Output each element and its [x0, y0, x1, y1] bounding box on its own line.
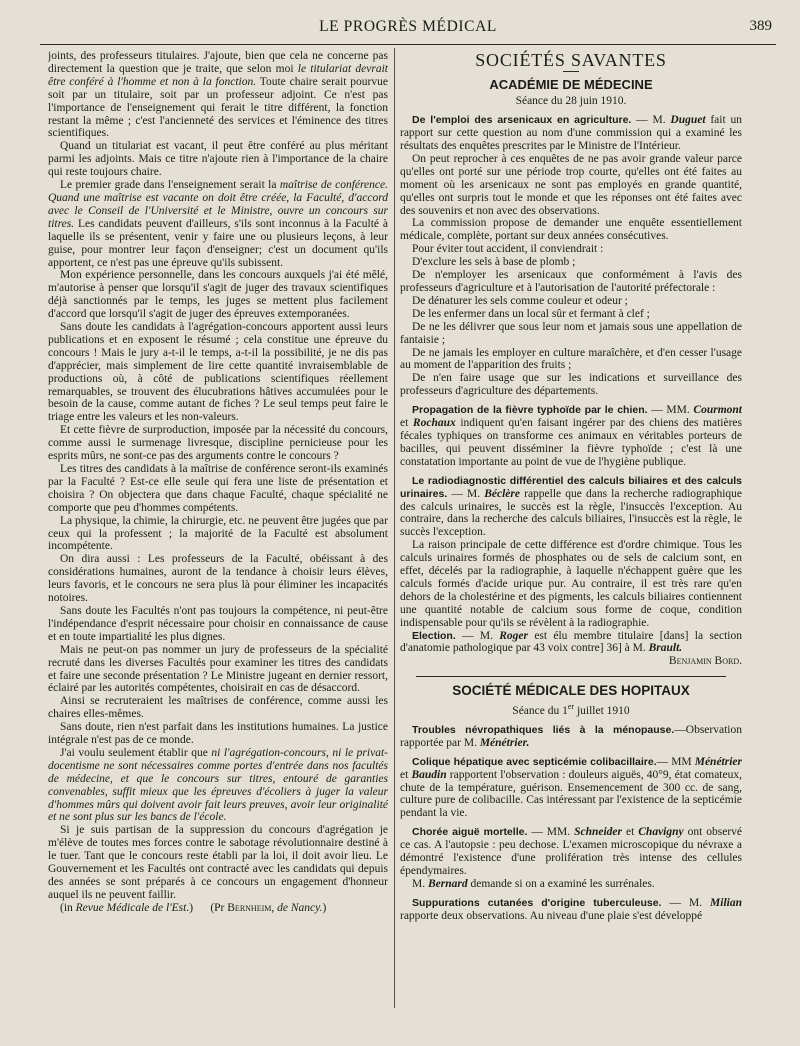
title-dash [563, 71, 579, 73]
paragraph: La raison principale de cette différence est d'ordre chimique. Tous les calculs urinaires formés de phosphates ou de sels de calcium sont, en effet, décelés par la radiographie, à laquelle n'échappent guère que les calculs formés d'acide urique pur. Au contraire, il est très rare qu'en dehors de la cholestérine et des pigments, les calculs biliaires contiennent une quantité notable de calcium sous forme de coque, condition indispensable pour qu'ils se révèlent à la radiographie. [400, 539, 742, 629]
article-colique: Colique hépatique avec septicémie colibacillaire.— MM Ménétrier et Baudin rapportent l'observation : douleurs aiguës, 40°9, état comateux, chute de la température, guérison. Ensemencement de 300 cc. de sang, culture pure de colibacille. Cas intéressant par l'existence de la septicémie pendant la vie. [400, 755, 742, 820]
article-radiodiagnostic: Le radiodiagnostic différentiel des calculs biliaires et des calculs urinaires. — M. Béclère rappelle que dans la recherche radiographique des calculs urinaires, le succès est la règle, l'insuccès l'exception. Au contraire, dans la recherche des calculs biliaires, l'insuccès est la règle, le succès l'exception. [400, 474, 742, 539]
list-item: De n'employer les arsenicaux que conformément à l'avis des professeurs d'agriculture et à l'autorisation de l'autorité préfectorale : [400, 269, 742, 294]
article-arsenicaux: De l'emploi des arsenicaux en agriculture. — M. Duguet fait un rapport sur cette question au nom d'une commission qui a examiné les résultats des enquêtes prescrites par le Ministre de l'Intérieur. [400, 114, 742, 153]
paragraph: Pour éviter tout accident, il conviendrait : [412, 243, 604, 256]
paragraph: Et cette fièvre de surproduction, imposée par la nécessité du concours, comme aussi le surmenage livresque, discipline pernicieuse pour les esprits mûrs, ne sont-ce pas des arguments contre le concours ? [48, 424, 388, 463]
left-column [48, 50, 388, 1040]
paragraph: Les titres des candidats à la maîtrise de conférence seront-ils examinés par la Faculté ? Est-ce elle seule qui fera une liste de présentation et choisira ? On objectera que dans chaque Faculté, chaque spécialité ne comporte que peu d'hommes compétents. [48, 463, 388, 514]
paragraph: Mais ne peut-on pas nommer un jury de professeurs de la spécialité recruté dans les diverses Facultés pour examiner les titres des candidats et faire une seconde présentation ? Le Ministre jugeant en dernier ressort, éclairé par les autorités compétentes, choisirait en cas de désaccord. [48, 643, 388, 695]
article-menopause: Troubles névropathiques liés à la ménopause.—Observation rapportée par M. Ménétrier. [400, 723, 742, 749]
source-citation: (in Revue Médicale de l'Est.) (Pr Bernheim, de Nancy.) [60, 901, 327, 914]
session-date: Séance du 1er juillet 1910 [512, 702, 630, 718]
list-item: De ne les délivrer que sous leur nom et jamais sous une appellation de fantaisie ; [400, 320, 742, 346]
session-date: Séance du 28 juin 1910. [515, 95, 627, 108]
paragraph: On peut reprocher à ces enquêtes de ne pas avoir grande valeur parce qu'elles ont porté sur une période trop courte, qu'elles ont été faites au moment où les arsenicaux ne sont pas employés en grande quantité, qu'elles ont surpris tout le monde et que les réponses ont été faites avec des souvenirs et non avec des observations. [400, 152, 742, 217]
paragraph: Quand un titulariat est vacant, il peut être conféré au plus méritant parmi les adjoints. Mais ce titre n'ajoute rien à l'importance de la chaire qui reste toujours chaire. [48, 140, 388, 179]
page-number: 389 [749, 18, 772, 34]
list-item: De n'en faire usage que sur les indications et surveillance des professeurs d'agriculture des départements. [400, 372, 742, 398]
running-title: LE PROGRÈS MÉDICAL [319, 18, 497, 35]
paragraph: Sans doute les Facultés n'ont pas toujours la compétence, ni peut-être l'indépendance d'esprit nécessaire pour choisir en connaissance de cause et en toute impartialité les plus dignes. [48, 604, 388, 643]
paragraph: Le premier grade dans l'enseignement serait la maîtrise de conférence. Quand une maîtrise est vacante on doit être créée, la Faculté, d'accord avec le Conseil de l'Université et le Ministre, ouvre un concours sur titres. Les candidats peuvent d'ailleurs, s'ils sont inconnus à la Faculté à laquelle ils se présentent, venir y faire une ou plusieurs leçons, à leur guise, pour montrer leur façon d'enseigner; c'est un document qu'ils apportent, ce n'est pas une épreuve qu'ils subissent. [48, 179, 388, 269]
paragraph: J'ai voulu seulement établir que ni l'agrégation-concours, ni le privat-docentisme ne sont nécessaires comme portes d'entrée dans nos facultés de médecine, et que le concours sur titres, entouré de garanties convenables, suffit mieux que les épreuves d'écoliers à juger la valeur d'hommes mûrs qui doivent avoir fait leurs preuves, avoir leur originalité et ne sont plus sur les bancs de l'école. [48, 746, 388, 824]
paragraph: Sans doute les candidats à l'agrégation-concours apportent aussi leurs publications et en exposent le résumé ; cela constitue une épreuve du concours ! Mais le jury a-t-il le temps, a-t-il la possibilité, je ne dis pas d'apprécier, mais simplement de lire cette quantité invraisemblable de productions où, à côté de publications scientifiques réellement remarquables, se trouvent des élucubrations hâtives accumulées pour le besoin de la cause, comme autant de fiches ? Le seul temps peut faire le triage entre les valeurs et les non-valeurs. [48, 321, 388, 424]
paragraph: joints, des professeurs titulaires. J'ajoute, bien que cela ne concerne pas directement la question que je traite, que selon moi le titulariat devrait être conféré à l'homme et non à la fonction. Toute chaire serait pourvue soit par un titulaire, soit par un professeur adjoint. Ce n'est pas l'importance de l'enseignement qui ferait le titre différent, la fonction restant la même ; c'est l'ancienneté des services et l'éminence des titres scientifiques. [48, 50, 388, 140]
author-name: Bernheim [227, 901, 272, 914]
paragraph: Si je suis partisan de la suppression du concours d'agrégation je m'élève de toutes mes forces contre le sabotage révolutionnaire destiné à le tuer. Tant que le concours reste établi par la loi, il doit avoir lieu. Le Gouvernement et les Facultés ont contracté avec les candidats qui depuis des années se sont préparés à ce concours un engagement d'honneur auquel ils ne peuvent faillir. [48, 824, 388, 901]
list-item: De les enfermer dans un local sûr et fermant à clef ; [412, 307, 650, 320]
paragraph: On dira aussi : Les professeurs de la Faculté, obéissant à des considérations humaines, auront de la tendance à choisir leurs élèves, leurs favoris, et le concours ne sera plus là pour éliminer les incapacités notoires. [48, 553, 388, 605]
paragraph: La commission propose de demander une enquête essentiellement médicale, complète, portant sur deux années consécutives. [400, 217, 742, 243]
paragraph: Mon expérience personnelle, dans les concours auxquels j'ai été mêlé, m'autorise à penser que lorsqu'il s'agit de juger des travaux scientifiques déjà sanctionnés par le temps, les juges se mettent plus facilement d'accord que lorsqu'il s'agit de juger des épreuves extemporanées. [48, 269, 388, 321]
article-typhoide: Propagation de la fièvre typhoïde par le chien. — MM. Courmont et Rochaux indiquent qu'en faisant ingérer par des chiens des matières fécales typhiques on transforme ces animaux en véritables porteurs de bacilles, qui peuvent disséminer la fièvre typhoïde ; c'est là une constatation importante au point de vue de l'hygiène publique. [400, 404, 742, 468]
paragraph: Sans doute, rien n'est parfait dans les institutions humaines. La justice intégrale n'est pas de ce monde. [48, 721, 388, 747]
society-title: SOCIÉTÉ MÉDICALE DES HOPITAUX [452, 683, 690, 699]
academy-title: ACADÉMIE DE MÉDECINE [489, 77, 653, 93]
article-choree: Chorée aiguë mortelle. — MM. Schneider et Chavigny ont observé ce cas. A l'autopsie : peu dechose. L'examen microscopique du névraxe a démontré l'existence d'une prolifération très intense des cellules épendymaires. [400, 826, 742, 877]
article-suppurations: Suppurations cutanées d'origine tuberculeuse. — M. Milian rapporte deux observations. Au niveau d'une plaie s'est développé [400, 896, 742, 922]
column-divider [394, 48, 395, 1008]
section-title: SOCIÉTÉS SAVANTES [475, 50, 667, 70]
list-item: D'exclure les sels à base de plomb ; [412, 256, 576, 269]
right-column [400, 50, 742, 1040]
paragraph: Ainsi se recruteraient les maîtrises de conférence, comme aussi les chaires elles-mêmes. [48, 695, 388, 721]
article-election: Election. — M. Roger est élu membre titulaire [dans] la section d'anatomie pathologique par 43 voix contre] 36] à M. Brault. [400, 629, 742, 655]
paragraph: M. Bernard demande si on a examiné les surrénales. [412, 877, 655, 890]
list-item: De ne jamais les employer en culture maraîchère, et d'en cesser l'usage au moment de l'apparition des fruits ; [400, 346, 742, 372]
signature: Benjamin Bord. [668, 655, 742, 668]
section-rule [416, 676, 726, 677]
page-header [40, 14, 776, 45]
list-item: De dénaturer les sels comme couleur et odeur ; [412, 294, 628, 307]
paragraph: La physique, la chimie, la chirurgie, etc. ne peuvent être jugées que par ceux qui la professent ; la majorité de la Faculté est absolument incompétente. [48, 514, 388, 553]
